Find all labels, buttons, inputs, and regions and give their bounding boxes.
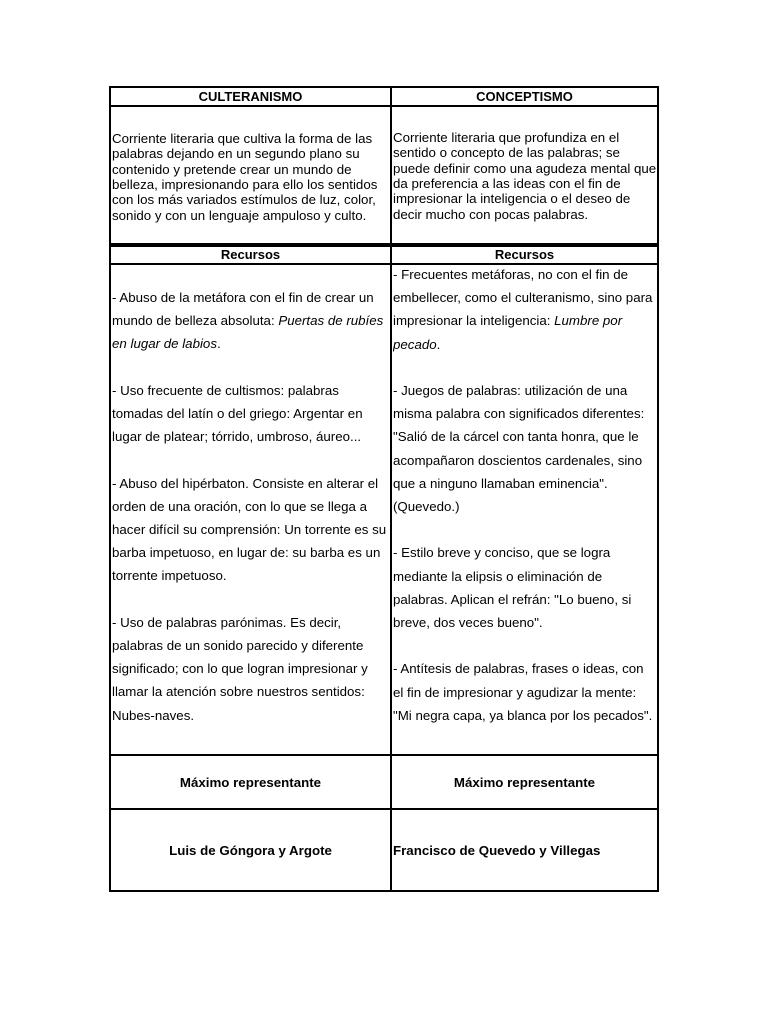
header-culteranismo: CULTERANISMO (198, 89, 303, 104)
paragraph-spacer (112, 588, 390, 611)
representative-culteranismo: Luis de Góngora y Argote (169, 842, 332, 858)
definition-conceptismo (392, 126, 657, 226)
resource-text: - Abuso del hipérbaton. Consiste en alterar el orden de una oración, con lo que se llega a hacer difícil su comprensión: Un torrente es su barba impetuoso, en lugar de: su barba es un torrente impetuoso. (112, 475, 387, 584)
resources-culteranismo (112, 286, 390, 746)
representative-conceptismo: Francisco de Quevedo y Villegas (393, 842, 601, 858)
resource-item (393, 379, 657, 518)
resource-text: - Estilo breve y conciso, que se logra mediante la elipsis o eliminación de palabras. Aplican el refrán: "Lo bueno, si breve, dos veces bueno". (393, 545, 632, 631)
resource-text: - Abuso de la metáfora con el fin de crear un mundo de belleza absoluta: (112, 290, 374, 329)
resource-item (393, 263, 657, 356)
representative-header-culteranismo: Máximo representante (179, 774, 322, 790)
resource-text-end: . (216, 336, 221, 352)
resource-item (112, 379, 390, 449)
paragraph-spacer (393, 634, 657, 657)
resource-item (393, 657, 657, 727)
representative-header-conceptismo: Máximo representante (453, 774, 596, 790)
resource-text: - Uso frecuente de cultismos: palabras tomadas del latín o del griego: Argentar en lugar de platear; tórrido, umbroso, áureo... (112, 382, 363, 445)
resource-text: - Antítesis de palabras, frases o ideas, con el fin de impresionar y agudizar la mente: "Mi negra capa, ya blanca por los pecados". (393, 661, 653, 723)
resource-item (112, 611, 390, 727)
resource-example: Puertas de rubíes en lugar de labios (112, 313, 384, 352)
definition-culteranismo (111, 121, 390, 233)
comparison-table (109, 86, 659, 892)
resources-header-conceptismo: Recursos (494, 247, 555, 262)
row-divider-header (111, 105, 657, 107)
resource-item (112, 286, 390, 356)
resource-example: Lumbre por pecado (393, 313, 623, 352)
resource-text-end: . (436, 336, 441, 352)
resource-item (112, 472, 390, 588)
paragraph-spacer (393, 356, 657, 379)
header-conceptismo: CONCEPTISMO (476, 89, 573, 104)
resource-text: - Uso de palabras parónimas. Es decir, palabras de un sonido parecido y diferente significado; con lo que logran impresionar y llamar la atención sobre nuestros sentidos: Nubes-naves. (112, 614, 368, 723)
definition-conceptismo-text: Corriente literaria que profundiza en el sentido o concepto de las palabras; se puede definir como una agudeza mental que da preferencia a las ideas con el fin de impresionar la inteligencia o el deseo de decir mucho con pocas palabras. (393, 129, 657, 222)
paragraph-spacer (393, 518, 657, 541)
paragraph-spacer (112, 448, 390, 471)
resource-text: - Frecuentes metáforas, no con el fin de embellecer, como el culteranismo, sino para impresionar la inteligencia: (393, 267, 653, 329)
resources-header-culteranismo: Recursos (220, 247, 281, 262)
resources-conceptismo (393, 263, 657, 754)
definition-culteranismo-text: Corriente literaria que cultiva la forma de las palabras dejando en un segundo plano su contenido y pretende crear un mundo de belleza, impresionando para ello los sentidos con los más variados estímulos de luz, color, sonido y con un lenguaje ampuloso y culto. (112, 130, 378, 223)
resource-item (393, 541, 657, 634)
resource-text: - Juegos de palabras: utilización de una misma palabra con significados diferentes: "Salió de la cárcel con tanta honra, que le acompañaron doscientos cardenales, sino que a ninguno llamaban eminencia". (Quevedo.) (393, 383, 645, 515)
paragraph-spacer (112, 356, 390, 379)
